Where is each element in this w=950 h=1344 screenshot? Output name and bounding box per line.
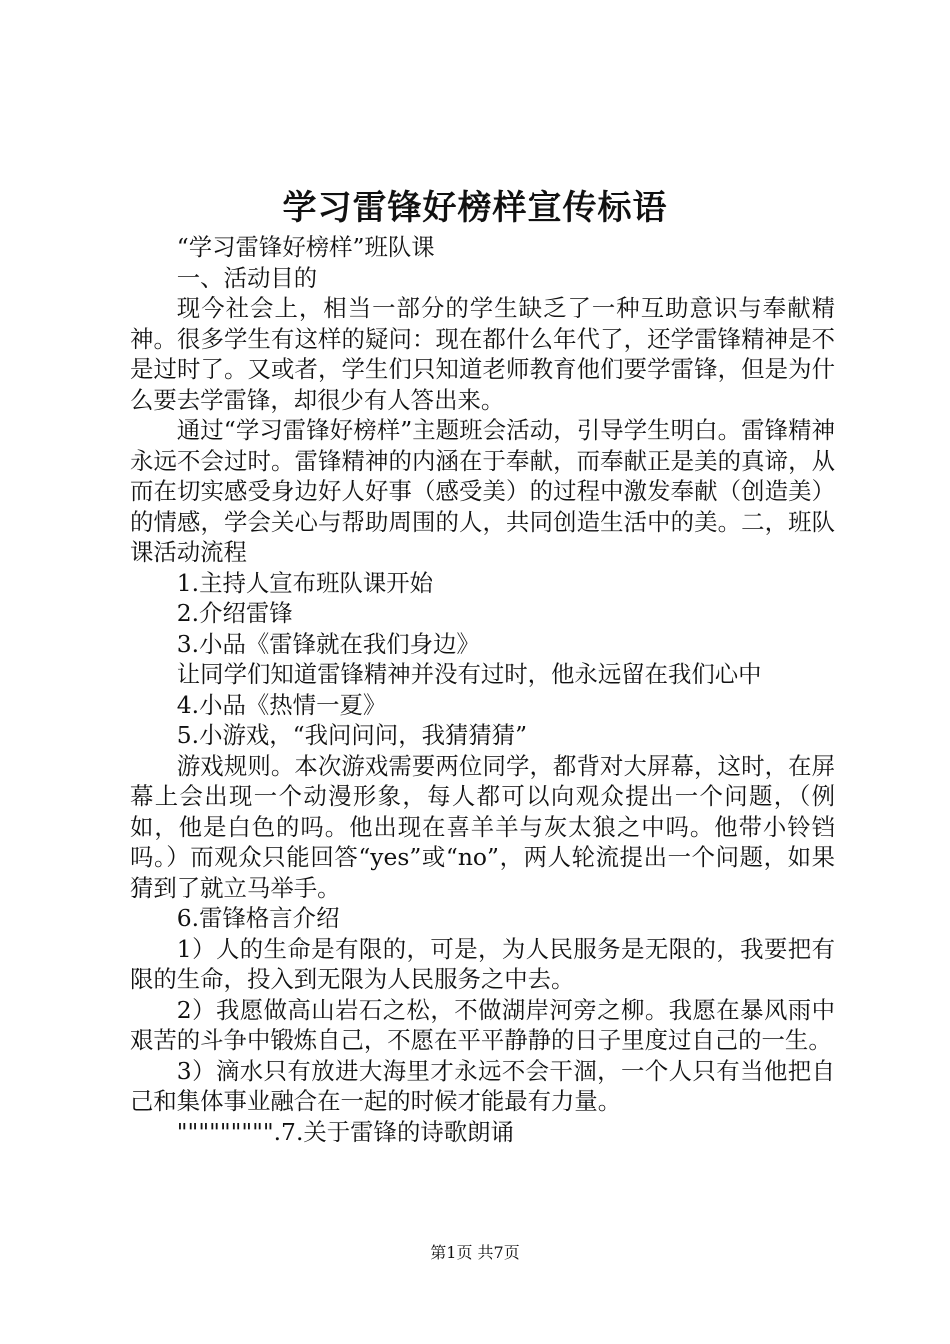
paragraph-section-purpose: 一、活动目的 bbox=[176, 263, 318, 292]
paragraph-step-3-note: 让同学们知道雷锋精神并没有过时，他永远留在我们心中 bbox=[176, 660, 762, 688]
paragraph-quote-3: 3）滴水只有放进大海里才永远不会干涸，一个人只有当他把自己和集体事业融合在一起的时候才能最有力量。 bbox=[130, 1056, 835, 1115]
paragraph-step-7: """"""""".7.关于雷锋的诗歌朗诵 bbox=[176, 1117, 514, 1146]
paragraph-step-6: 6.雷锋格言介绍 bbox=[176, 904, 340, 932]
page-number-footer: 第1页 共7页 bbox=[430, 1243, 520, 1262]
paragraph-game-rules: 游戏规则。本次游戏需要两位同学，都背对大屏幕，这时，在屏幕上会出现一个动漫形象，每人都可以向观众提出一个问题，（例如，他是白色的吗。他出现在喜羊羊与灰太狼之中吗。他带小铃铛吗。）而观众只能回答“yes”或“no”，两人轮流提出一个问题，如果猜到了就立马举手。 bbox=[130, 751, 835, 902]
paragraph-class-topic: “学习雷锋好榜样”班队课 bbox=[176, 233, 435, 261]
page-title: 学习雷锋好榜样宣传标语 bbox=[282, 188, 668, 228]
paragraph-step-2: 2.介绍雷锋 bbox=[176, 599, 293, 627]
paragraph-step-1: 1.主持人宣布班队课开始 bbox=[176, 568, 434, 597]
paragraph-quote-1: 1）人的生命是有限的，可是，为人民服务是无限的，我要把有限的生命，投入到无限为人民服务之中去。 bbox=[130, 934, 835, 993]
paragraph-step-4: 4.小品《热情一夏》 bbox=[176, 690, 387, 719]
paragraph-purpose-1: 现今社会上，相当一部分的学生缺乏了一种互助意识与奉献精神。很多学生有这样的疑问：现在都什么年代了，还学雷锋精神是不是过时了。又或者，学生们只知道老师教育他们要学雷锋，但是为什么要去学雷锋，却很少有人答出来。 bbox=[130, 294, 835, 414]
document-body bbox=[130, 232, 835, 1147]
paragraph-step-3: 3.小品《雷锋就在我们身边》 bbox=[176, 629, 480, 658]
paragraph-step-5: 5.小游戏，“我问问问，我猜猜猜” bbox=[176, 721, 528, 749]
paragraph-purpose-2: 通过“学习雷锋好榜样”主题班会活动，引导学生明白。雷锋精神永远不会过时。雷锋精神的内涵在于奉献，而奉献正是美的真谛，从而在切实感受身边好人好事（感受美）的过程中激发奉献（创造美）的情感，学会关心与帮助周围的人，共同创造生活中的美。二，班队课活动流程 bbox=[130, 416, 835, 566]
paragraph-quote-2: 2）我愿做高山岩石之松，不做湖岸河旁之柳。我愿在暴风雨中艰苦的斗争中锻炼自己，不愿在平平静静的日子里度过自己的一生。 bbox=[130, 995, 835, 1054]
